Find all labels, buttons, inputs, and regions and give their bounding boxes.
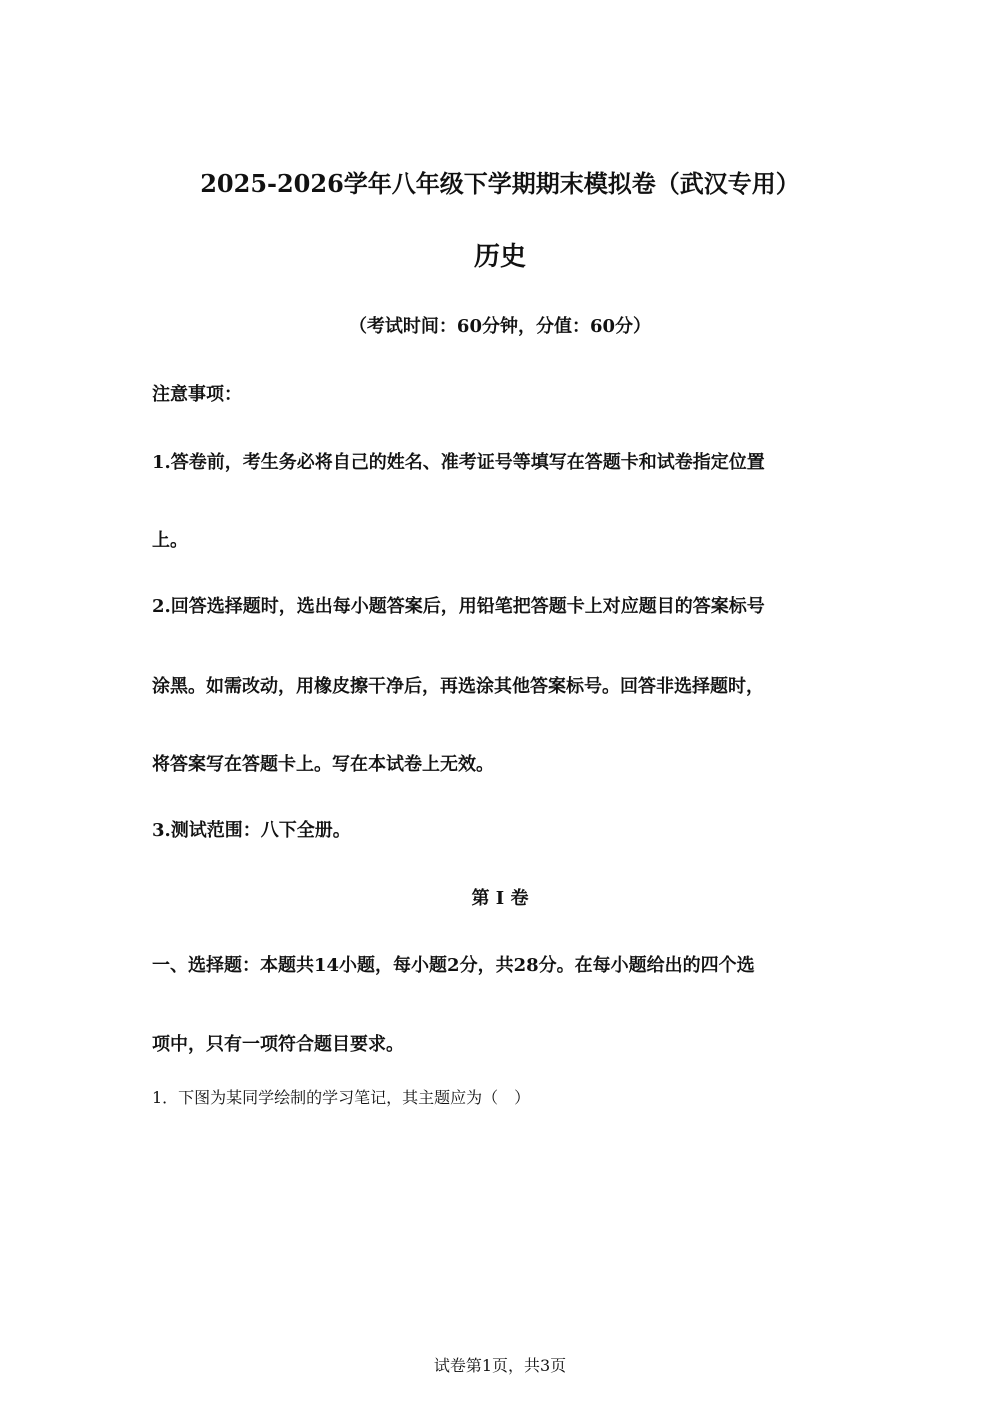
notice-item-1-line-2: 上。 xyxy=(152,530,188,551)
section-instructions-line-1: 一、选择题：本题共14小题，每小题2分，共28分。在每小题给出的四个选 xyxy=(152,955,755,976)
exam-time-score: （考试时间：60分钟，分值：60分） xyxy=(348,316,652,337)
section-instructions-line-2: 项中，只有一项符合题目要求。 xyxy=(152,1034,404,1055)
subject-title: 历史 xyxy=(473,242,526,272)
question-1: 1．下图为某同学绘制的学习笔记，其主题应为（ ） xyxy=(152,1088,531,1107)
notice-item-3: 3.测试范围：八下全册。 xyxy=(152,820,351,841)
exam-title: 2025-2026学年八年级下学期期末模拟卷（武汉专用） xyxy=(200,169,800,198)
notice-heading: 注意事项： xyxy=(152,384,242,405)
notice-item-2-line-3: 将答案写在答题卡上。写在本试卷上无效。 xyxy=(152,754,494,775)
notice-item-1-line-1: 1.答卷前，考生务必将自己的姓名、准考证号等填写在答题卡和试卷指定位置 xyxy=(152,452,765,473)
notice-item-2-line-1: 2.回答选择题时，选出每小题答案后，用铅笔把答题卡上对应题目的答案标号 xyxy=(152,596,765,617)
volume-heading: 第 I 卷 xyxy=(471,888,529,909)
notice-item-2-line-2: 涂黑。如需改动，用橡皮擦干净后，再选涂其他答案标号。回答非选择题时， xyxy=(152,676,764,697)
page-footer: 试卷第1页，共3页 xyxy=(433,1356,567,1375)
